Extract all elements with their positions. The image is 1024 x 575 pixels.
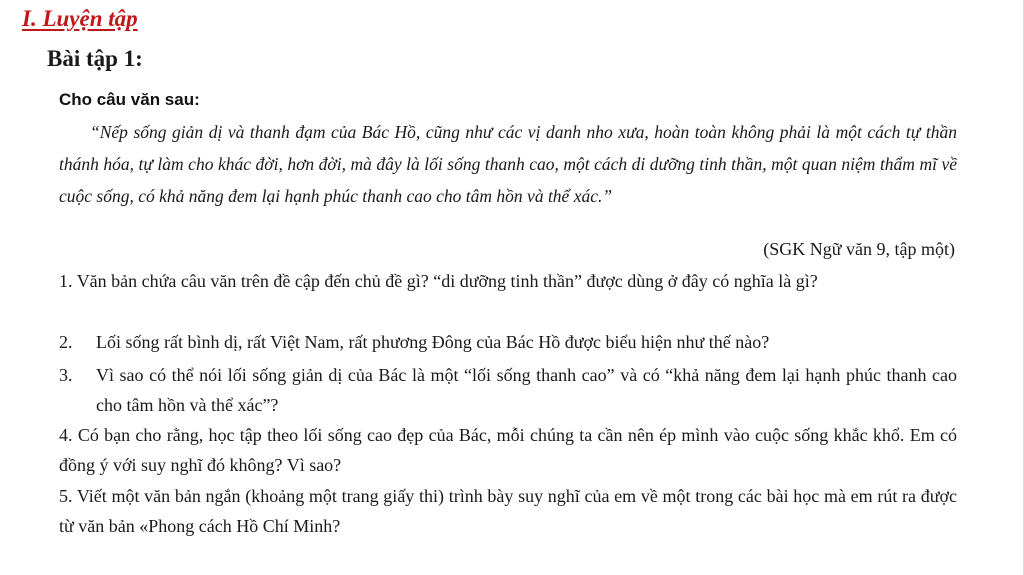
question-4-text: Có bạn cho rằng, học tập theo lối sống cao đẹp của Bác, mỗi chúng ta cần nên ép mình vào cuộc sống khắc khổ. Em có đồng ý với suy nghĩ đó không? Vì sao? xyxy=(59,425,957,475)
question-5-text: Viết một văn bản ngắn (khoảng một trang giấy thi) trình bày suy nghĩ của em về một trong các bài học mà em rút ra được từ văn bản «Phong cách Hồ Chí Minh? xyxy=(59,486,957,536)
quote-passage: “Nếp sống giản dị và thanh đạm của Bác Hồ, cũng như các vị danh nho xưa, hoàn toàn không phải là một cách tự thần thánh hóa, tự làm cho khác đời, hơn đời, mà đây là lối sống thanh cao, một cách di dưỡng tinh thần, một quan niệm thẩm mĩ về cuộc sống, có khả năng đem lại hạnh phúc thanh cao cho tâm hồn và thể xác.” xyxy=(59,122,957,206)
question-2-number: 2. xyxy=(59,332,73,352)
question-3-text: Vì sao có thể nói lối sống giản dị của Bác là một “lối sống thanh cao” và có “khả năng đem lại hạnh phúc thanh cao cho tâm hồn và thể xác”? xyxy=(96,365,957,415)
question-4 xyxy=(59,420,957,480)
question-5 xyxy=(59,481,957,541)
question-2-text: Lối sống rất bình dị, rất Việt Nam, rất phương Đông của Bác Hồ được biểu hiện như thế nào? xyxy=(96,332,770,352)
question-4-number: 4. xyxy=(59,425,73,445)
section-heading: I. Luyện tập xyxy=(22,6,138,31)
question-3 xyxy=(59,360,957,420)
question-3-number: 3. xyxy=(59,365,73,385)
question-1-number: 1. xyxy=(59,271,73,291)
question-2 xyxy=(59,327,957,357)
question-5-number: 5. xyxy=(59,486,73,506)
quote-source: (SGK Ngữ văn 9, tập một) xyxy=(763,239,955,259)
prompt-label: Cho câu văn sau: xyxy=(59,90,200,109)
exercise-title: Bài tập 1: xyxy=(47,46,143,71)
question-1 xyxy=(59,266,957,296)
question-1-text: Văn bản chứa câu văn trên đề cập đến chủ đề gì? “di dưỡng tinh thần” được dùng ở đây có nghĩa là gì? xyxy=(76,271,818,291)
